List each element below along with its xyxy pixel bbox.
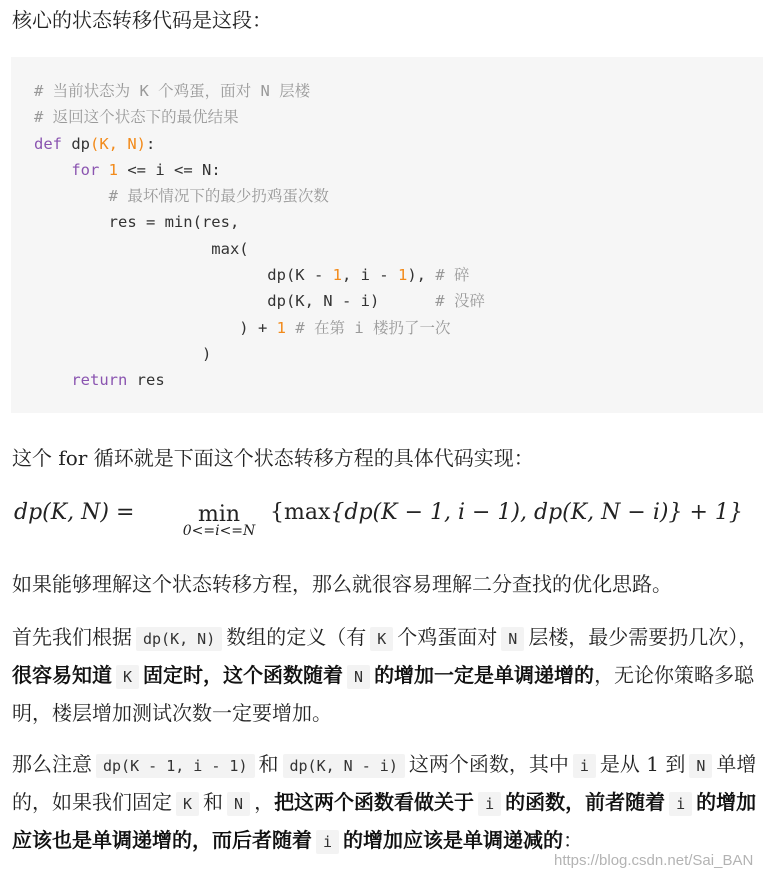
code-line xyxy=(34,262,763,288)
text-run: 层楼，最少需要扔几次）， xyxy=(528,625,759,649)
text-run: 个鸡蛋面对 xyxy=(397,625,498,649)
intro-text: 核心的状态转移代码是这段： xyxy=(12,8,272,32)
paragraph-monotonic xyxy=(12,619,761,731)
watermark-text: https://blog.csdn.net/Sai_BAN xyxy=(554,852,754,869)
code-token: , i - xyxy=(341,266,398,285)
formula-rhs-body: {dp(K − 1, i − 1), dp(K, N − i)} + 1} xyxy=(330,500,743,525)
paragraph-understand: 如果能够理解这个状态转移方程，那么就很容易理解二分查找的优化思路。 xyxy=(12,572,672,596)
bold-text: 的函数，前者随着 xyxy=(505,790,666,814)
inline-code: K xyxy=(176,792,199,816)
formula-min-word: min xyxy=(197,502,241,527)
bold-text: 的增加应该也是单调递增的，而后者随着 xyxy=(12,790,757,852)
bold-text: 很容易知道 xyxy=(12,663,112,687)
text-run: 单增的，如果我们固定 xyxy=(12,752,757,814)
bold-text: 的增加一定是单调递增的 xyxy=(374,663,595,687)
text-run: 那么注意 xyxy=(12,752,92,776)
code-token xyxy=(34,161,71,179)
code-line xyxy=(34,367,763,393)
code-token: for xyxy=(71,160,100,179)
code-token: dp(K - xyxy=(34,266,333,285)
bold-text: 的增加应该是单调递减的 xyxy=(343,828,564,852)
text-run: 和 xyxy=(258,752,279,776)
code-token: return xyxy=(71,371,128,390)
code-line xyxy=(34,104,763,130)
code-line xyxy=(34,209,763,235)
inline-code: K xyxy=(370,627,393,651)
formula-rhs xyxy=(270,500,743,525)
code-token xyxy=(286,319,295,337)
text-run: 数组的定义（有 xyxy=(226,625,367,649)
code-token: ) xyxy=(34,344,212,363)
inline-code: i xyxy=(478,792,501,816)
code-token: dp(K, N - i) xyxy=(34,292,436,311)
code-token: # 碎 xyxy=(435,266,470,285)
inline-code: K xyxy=(116,665,139,689)
code-line xyxy=(34,315,763,341)
text-run: ，无论你策略多聪明，楼层增加测试次数一定要增加。 xyxy=(12,663,755,725)
formula-lhs: dp(K, N) = xyxy=(14,500,135,525)
code-line xyxy=(34,341,763,367)
code-token: # 在第 i 楼扔了一次 xyxy=(295,318,451,337)
code-token: dp xyxy=(71,134,90,153)
paragraph-for-loop: 这个 for 循环就是下面这个状态转移方程的具体代码实现： xyxy=(12,446,534,470)
code-token: max( xyxy=(34,239,249,258)
text-run: ， xyxy=(254,790,275,814)
code-line xyxy=(34,288,763,314)
inline-code: i xyxy=(316,830,339,854)
inline-code: dp(K, N - i) xyxy=(283,754,405,778)
code-token xyxy=(99,161,108,179)
inline-code: i xyxy=(573,754,596,778)
inline-code: i xyxy=(669,792,692,816)
code-token: # 没碎 xyxy=(435,292,485,311)
code-line xyxy=(34,236,763,262)
formula-min-operator xyxy=(172,502,266,539)
code-line xyxy=(34,78,763,104)
bold-text: 固定时，这个函数随着 xyxy=(143,663,344,687)
code-line xyxy=(34,157,763,183)
state-transition-formula xyxy=(14,494,764,558)
code-token: # 当前状态为 K 个鸡蛋，面对 N 层楼 xyxy=(34,82,311,100)
formula-max-word: max xyxy=(284,500,331,525)
inline-code: dp(K, N) xyxy=(136,627,222,651)
text-run: 是从 1 到 xyxy=(599,752,686,776)
code-token xyxy=(34,371,71,389)
paragraph-two-functions xyxy=(12,746,761,860)
code-token: (K, N) xyxy=(90,134,146,153)
inline-code: N xyxy=(227,792,250,816)
inline-code: N xyxy=(501,627,524,651)
code-token: ), xyxy=(407,266,436,285)
code-token: # 返回这个状态下的最优结果 xyxy=(34,108,239,127)
code-block xyxy=(11,57,763,413)
code-token: 1 xyxy=(397,266,408,285)
formula-min-subscript: 0<=i<=N xyxy=(182,523,256,539)
code-token: # 最坏情况下的最少扔鸡蛋次数 xyxy=(108,187,329,206)
code-token: ) + xyxy=(34,318,277,337)
inline-code: N xyxy=(689,754,712,778)
text-run: ： xyxy=(563,828,584,852)
code-token: 1 xyxy=(332,266,342,285)
code-line xyxy=(34,131,763,157)
text-run: 和 xyxy=(203,790,224,814)
text-run: 首先我们根据 xyxy=(12,625,132,649)
code-token: res = min(res, xyxy=(34,213,240,232)
code-token: 1 xyxy=(276,318,286,337)
code-token xyxy=(34,187,109,205)
formula-open-brace: { xyxy=(270,500,284,525)
text-run: 这两个函数，其中 xyxy=(408,752,569,776)
code-token: 1 xyxy=(108,160,119,179)
inline-code: N xyxy=(347,665,370,689)
code-token: res xyxy=(127,371,165,390)
code-line xyxy=(34,183,763,209)
code-token: def xyxy=(34,134,72,153)
bold-text: 把这两个函数看做关于 xyxy=(274,790,475,814)
code-token: : xyxy=(146,134,156,153)
inline-code: dp(K - 1, i - 1) xyxy=(96,754,255,778)
code-lines xyxy=(34,78,763,394)
code-token: <= i <= N: xyxy=(118,160,221,179)
